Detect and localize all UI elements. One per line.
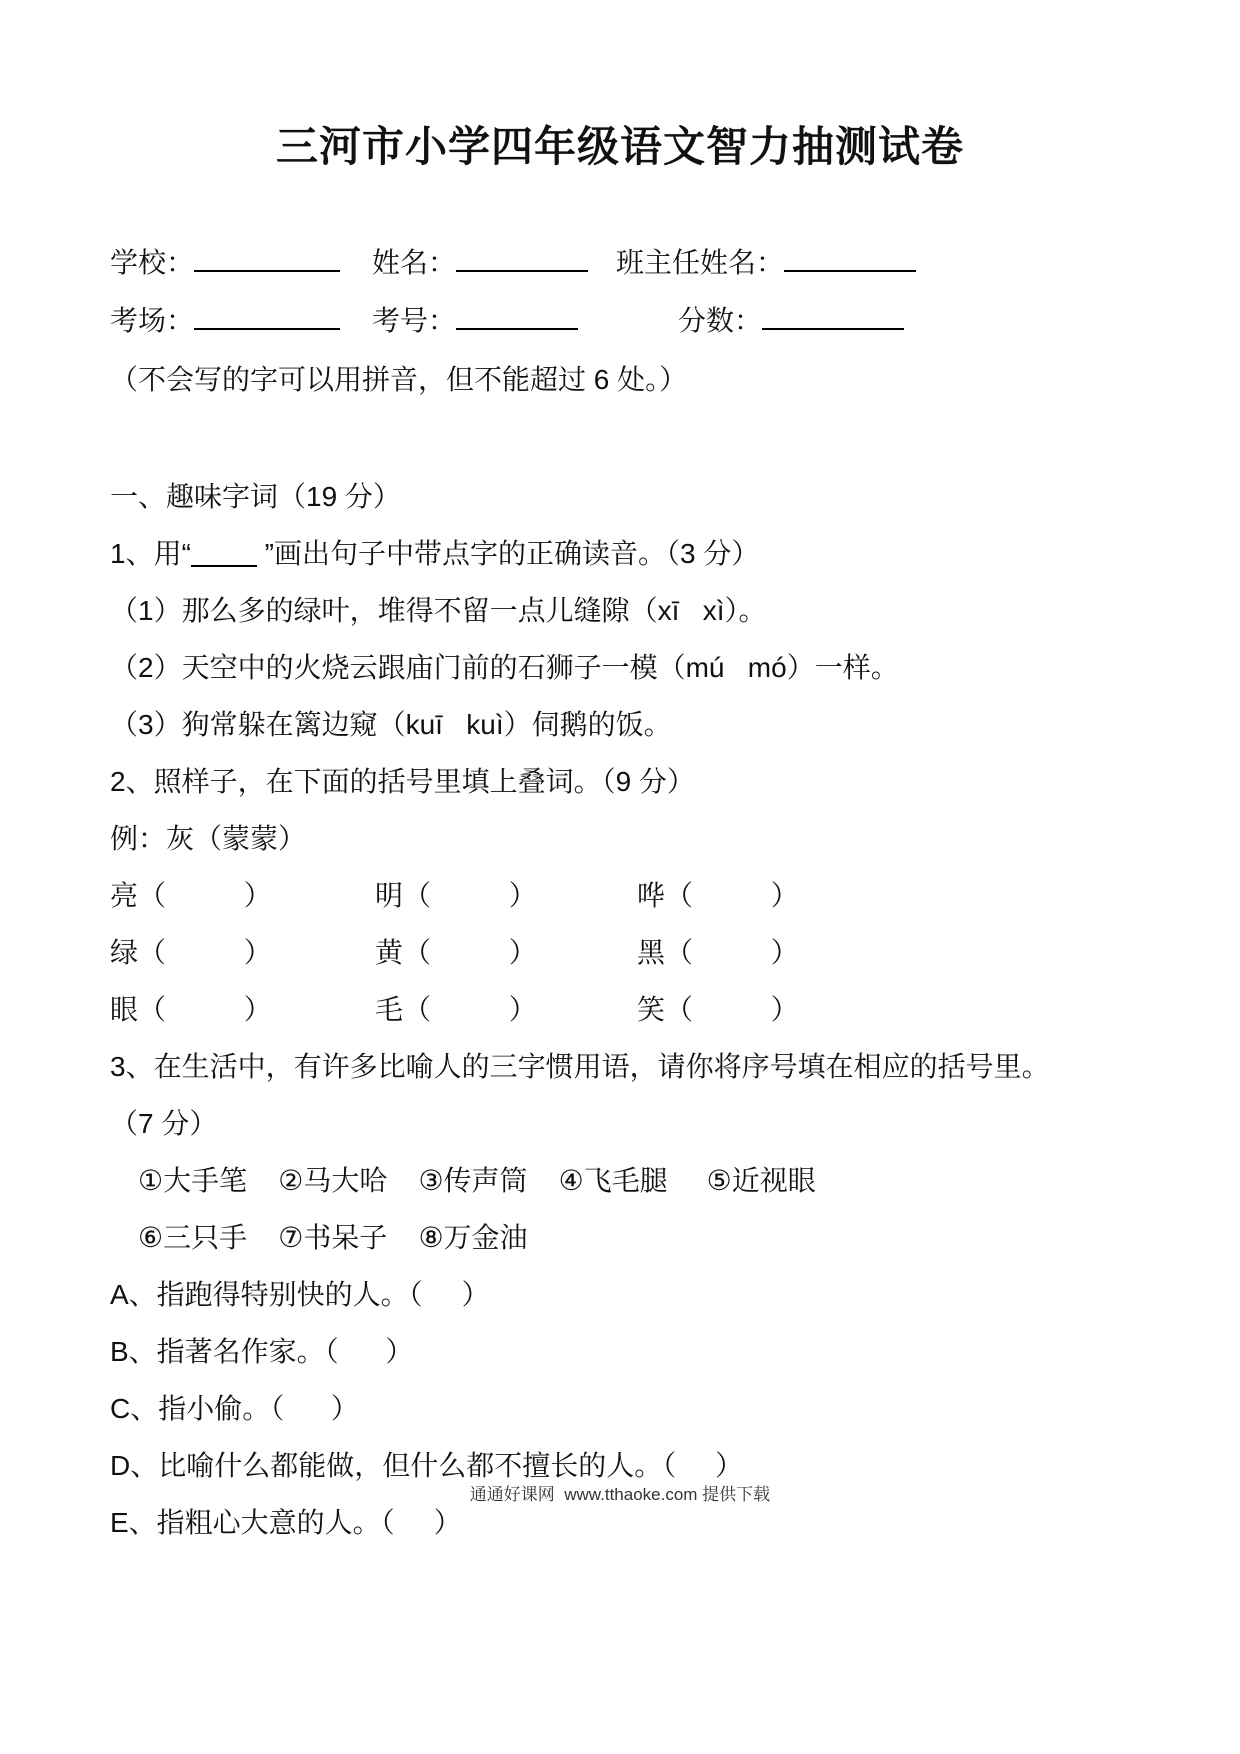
question-2-line: 2、照样子，在下面的括号里填上叠词。（9 分） <box>110 766 695 797</box>
q1-subitem-1: （1）那么多的绿叶，堆得不留一点儿缝隙（xī xì）。 <box>110 595 767 626</box>
score-blank <box>762 300 904 330</box>
teacher-name-blank <box>784 242 916 272</box>
q3-options-line-2: ⑥三只手 ⑦书呆子 ⑧万金油 <box>138 1222 528 1253</box>
question-1-suffix: ”画出句子中带点字的正确读音。（3 分） <box>256 538 760 569</box>
school-label: 学校： <box>110 247 195 278</box>
name-blank <box>456 242 588 272</box>
question-1-line <box>110 525 1130 582</box>
exam-number-label: 考号： <box>372 305 457 336</box>
exam-room-blank <box>194 300 340 330</box>
q3-match-item-b: B、指著名作家。（ ） <box>110 1336 414 1367</box>
section-1-heading: 一、趣味字词（19 分） <box>110 481 401 512</box>
question-2-example: 例：灰（蒙蒙） <box>110 823 307 854</box>
name-label: 姓名： <box>372 247 457 278</box>
question-3-line: 3、在生活中，有许多比喻人的三字惯用语，请你将序号填在相应的括号里。 <box>110 1051 1050 1082</box>
school-blank <box>194 242 340 272</box>
q3-options-line-1: ①大手笔 ②马大哈 ③传声筒 ④飞毛腿 ⑤近视眼 <box>138 1165 816 1196</box>
form-row-1 <box>110 234 1130 292</box>
q3-match-item-d: D、比喻什么都能做，但什么都不擅长的人。（ ） <box>110 1450 744 1481</box>
grid-cell: 亮（ ） <box>110 880 272 911</box>
q1-subitem-3: （3）狗常躲在篱边窥（kuī kuì）伺鹅的饭。 <box>110 709 672 740</box>
form-row-2 <box>110 292 1130 350</box>
teacher-name-label: 班主任姓名： <box>616 247 785 278</box>
reduplication-grid <box>110 867 1130 1038</box>
page-title: 三河市小学四年级语文智力抽测试卷 <box>275 123 964 170</box>
grid-cell: 黄（ ） <box>375 937 537 968</box>
q3-match-item-e: E、指粗心大意的人。（ ） <box>110 1507 462 1538</box>
grid-cell: 笑（ ） <box>637 994 799 1025</box>
exam-number-blank <box>456 300 578 330</box>
grid-cell: 哗（ ） <box>637 880 799 911</box>
grid-cell: 黑（ ） <box>637 937 799 968</box>
grid-cell: 眼（ ） <box>110 994 272 1025</box>
q3-match-item-c: C、指小偷。（ ） <box>110 1393 359 1424</box>
score-label: 分数： <box>678 305 763 336</box>
question-3-points: （7 分） <box>110 1108 218 1139</box>
pinyin-note: （不会写的字可以用拼音，但不能超过 6 处。） <box>110 364 688 395</box>
q3-match-item-a: A、指跑得特别快的人。（ ） <box>110 1279 490 1310</box>
grid-cell: 毛（ ） <box>375 994 537 1025</box>
q1-subitem-2: （2）天空中的火烧云跟庙门前的石狮子一模（mú mó）一样。 <box>110 652 899 683</box>
grid-cell: 绿（ ） <box>110 937 272 968</box>
grid-cell: 明（ ） <box>375 880 537 911</box>
exam-room-label: 考场： <box>110 305 195 336</box>
question-1-prefix: 1、用“ <box>110 538 191 569</box>
footer-text: 通通好课网 www.tthaoke.com 提供下载 <box>469 1485 771 1504</box>
question-1-inline-blank <box>191 543 257 567</box>
